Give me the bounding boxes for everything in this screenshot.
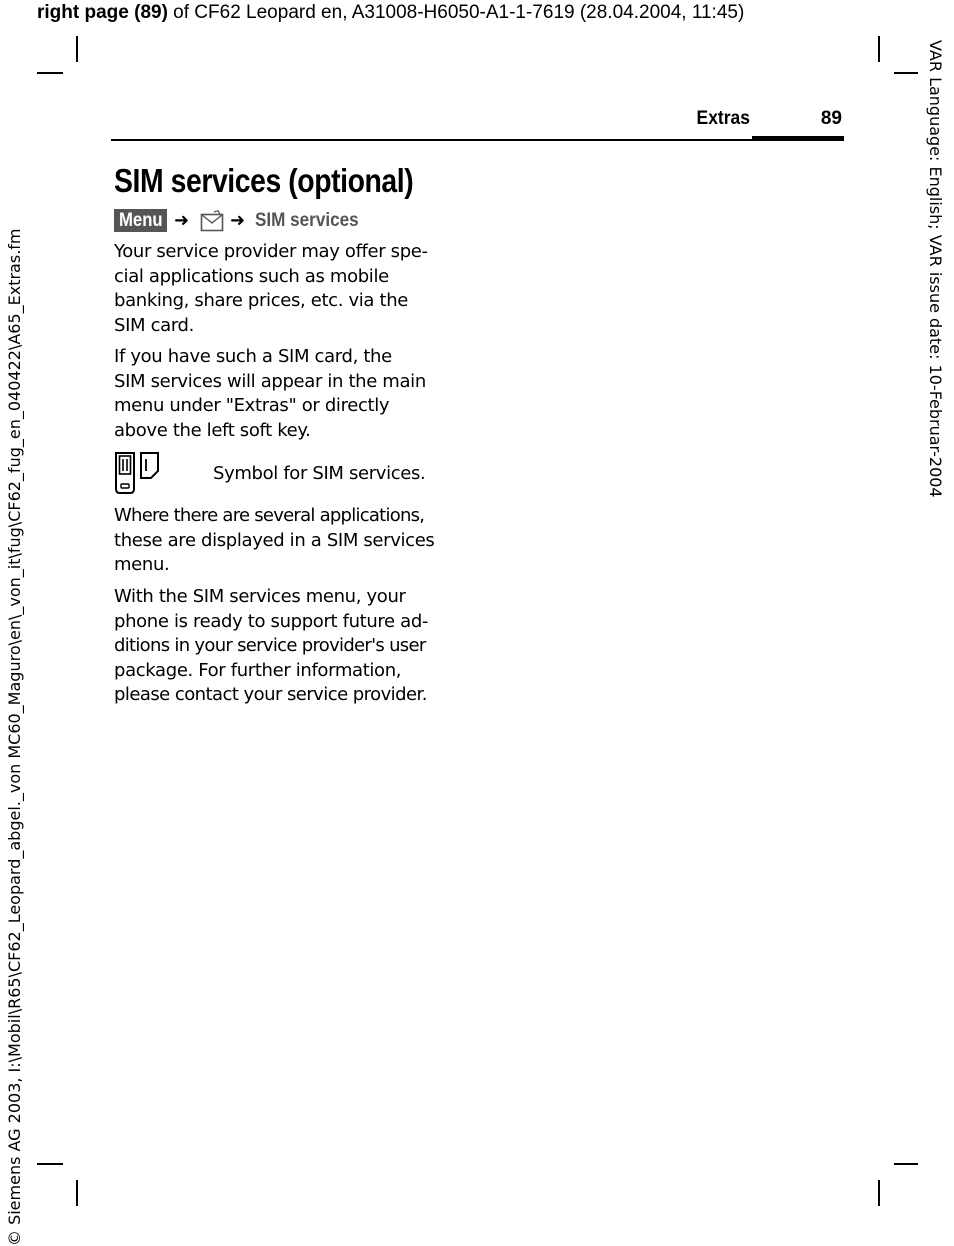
text-line: SIM card. bbox=[114, 314, 194, 336]
text-line: ditions in your service provider's user bbox=[114, 635, 426, 656]
crop-mark bbox=[894, 72, 918, 74]
text-line: banking, share prices, etc. via the bbox=[114, 290, 408, 311]
text-line: package. For further information, bbox=[114, 659, 402, 681]
print-info-line bbox=[37, 0, 917, 26]
text-line: please contact your service provider. bbox=[114, 684, 427, 705]
page-number: 89 bbox=[820, 108, 842, 129]
text-line: these are displayed in a SIM services bbox=[114, 529, 435, 551]
header-rule-accent bbox=[752, 136, 844, 141]
paragraph-availability bbox=[114, 345, 459, 443]
text-line: menu under "Extras" or directly bbox=[114, 395, 390, 416]
text-line: Your service provider may offer spe- bbox=[114, 241, 428, 262]
paragraph-multiple-apps bbox=[114, 504, 459, 578]
text-line: With the SIM services menu, your bbox=[114, 586, 406, 607]
paragraph-intro bbox=[114, 240, 459, 338]
text-line: Where there are several applications, bbox=[114, 505, 425, 526]
sim-services-icon bbox=[113, 451, 161, 495]
crop-mark bbox=[76, 1180, 78, 1206]
crop-mark bbox=[76, 36, 78, 62]
print-info-page: right page (89) bbox=[37, 2, 168, 23]
text-line: SIM services will appear in the main bbox=[114, 370, 426, 392]
file-path-margin: © Siemens AG 2003, I:\Mobil\R65\CF62_Leopard_abgel._von MC60_Maguro\en\_von_it\fug\CF62_fug_en_040422\A65_Extras.fm bbox=[5, 228, 24, 1246]
crop-mark bbox=[878, 36, 880, 62]
crop-mark bbox=[37, 1163, 63, 1165]
print-info-file: of CF62 Leopard en, A31008-H6050-A1-1-7619 (28.04.2004, 11:45) bbox=[167, 2, 745, 23]
crop-mark bbox=[37, 72, 63, 74]
language-margin: VAR Language: English; VAR issue date: 10-Februar-2004 bbox=[926, 40, 945, 498]
text-line: above the left soft key. bbox=[114, 419, 311, 441]
running-header-section: Extras bbox=[696, 108, 750, 129]
paragraph-future bbox=[114, 585, 459, 708]
text-line: cial applications such as mobile bbox=[114, 265, 389, 287]
text-line: menu. bbox=[114, 554, 170, 575]
page-title: SIM services (optional) bbox=[114, 162, 414, 199]
crop-mark bbox=[878, 1180, 880, 1206]
text-line: If you have such a SIM card, the bbox=[114, 346, 392, 367]
arrow-icon: ➜ bbox=[174, 210, 190, 231]
menu-path bbox=[114, 208, 474, 234]
arrow-icon: ➜ bbox=[230, 210, 246, 231]
extras-envelope-icon bbox=[200, 210, 225, 232]
header-rule bbox=[111, 139, 844, 141]
crop-mark bbox=[894, 1163, 918, 1165]
text-line: phone is ready to support future ad- bbox=[114, 610, 429, 632]
menu-path-target: SIM services bbox=[255, 210, 359, 231]
menu-key bbox=[114, 209, 167, 232]
symbol-caption: Symbol for SIM services. bbox=[213, 463, 426, 484]
menu-key-label: Menu bbox=[118, 210, 163, 231]
